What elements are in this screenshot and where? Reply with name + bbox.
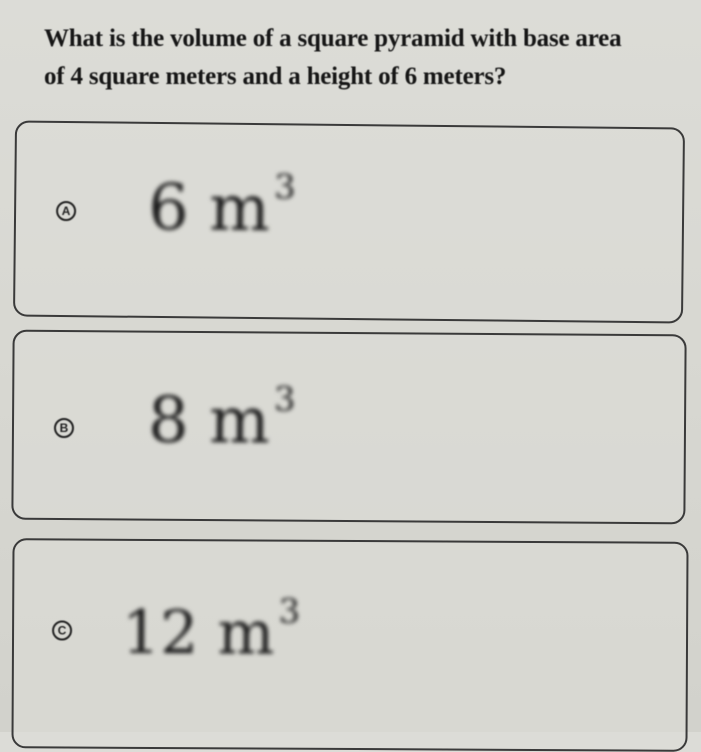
- choice-c-answer: [121, 591, 301, 669]
- choice-b-unit: m: [208, 384, 271, 459]
- answer-choice-c[interactable]: [11, 538, 688, 752]
- choice-letter-b: B: [54, 418, 74, 438]
- choice-letter-c: C: [52, 620, 72, 640]
- choice-letter-a: A: [56, 201, 76, 221]
- choice-a-unit: m: [208, 171, 271, 247]
- choice-a-value: 6: [147, 170, 190, 246]
- choice-b-answer: [147, 379, 296, 459]
- answer-choice-a[interactable]: [13, 120, 685, 323]
- question-text: What is the volume of a square pyramid with base area of 4 square meters and a height of 6 meters?: [44, 25, 622, 90]
- choice-c-value: 12: [121, 597, 199, 669]
- choice-b-value: 8: [147, 383, 190, 458]
- choice-a-exponent: 3: [273, 166, 296, 208]
- choice-c-unit: m: [217, 598, 275, 669]
- choice-a-answer: [147, 166, 296, 247]
- choice-b-exponent: 3: [273, 379, 296, 420]
- choice-c-exponent: 3: [278, 591, 301, 632]
- answer-choice-b[interactable]: [11, 330, 686, 525]
